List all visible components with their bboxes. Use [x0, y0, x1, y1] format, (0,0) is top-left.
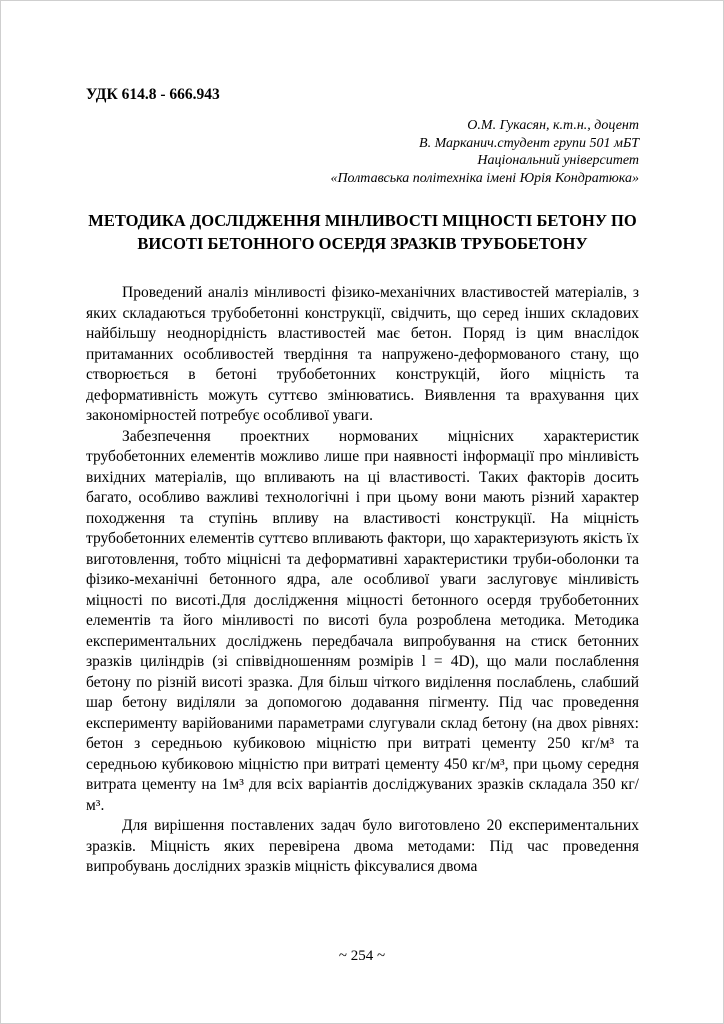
affiliation-line: «Полтавська політехніка імені Юрія Кондратюка» [330, 170, 639, 186]
page-title: МЕТОДИКА ДОСЛІДЖЕННЯ МІНЛИВОСТІ МІЦНОСТІ БЕТОНУ ПО ВИСОТІ БЕТОННОГО ОСЕРДЯ ЗРАЗКІВ ТРУБОБЕТОНУ [88, 211, 637, 253]
body-paragraph: Забезпечення проектних нормованих міцнісних характеристик трубобетонних елементів можливо лише при наявності інформації про мінливість вихідних матеріалів, що впливають на ці властивості. Таких факторів досить багато, особливо важливі технологічні і при цьому вони мають різний характер походження та ступінь впливу на властивості конструкції. На міцність трубобетонних елементів суттєво впливають фактори, що характеризують якість їх виготовлення, тобто міцнісні та деформативні характеристики труби-оболонки та фізико-механічні бетонного ядра, але особливої уваги заслуговує мінливість міцності по висоті.Для дослідження міцності бетонного осердя трубобетонних елементів та його мінливості по висоті була розроблена методика. Методика експериментальних досліджень передбачала випробування на стиск бетонних зразків циліндрів (зі співвідношенням розмірів l = 4D), що мали послаблення бетону по різній висоті зразка. Для більш чіткого виділення послаблень, слабший шар бетону виділяли за допомогою додавання пігменту. Під час проведення експерименту варійованими параметрами слугували склад бетону (на двох рівнях: бетон з середньою кубиковою міцністю при витраті цементу 250 кг/м³ та середньою кубиковою міцністю при витраті цементу 450 кг/м³, при цьому середня витрата цементу на 1м³ для всіх варіантів досліджуваних зразків складала 350 кг/м³. [86, 427, 639, 814]
affiliation-line: Національний університет [477, 153, 639, 168]
author-line: О.М. Гукасян, к.т.н., доцент [467, 118, 639, 133]
body-paragraph: Проведений аналіз мінливості фізико-механічних властивостей матеріалів, з яких складаються трубобетонні конструкції, свідчить, що серед інших складових найбільшу неоднорідність властивостей має бетон. Поряд із цим внаслідок притаманних особливостей твердіння та напружено-деформованого стану, що створюється в бетоні трубобетонних конструкцій, його міцність та деформативність можуть суттєво змінюватись. Виявлення та врахування цих закономірностей потребує особливої уваги. [86, 284, 639, 424]
udc-code: УДК 614.8 - 666.943 [86, 86, 220, 103]
author-block [86, 117, 639, 187]
body-paragraph: Для вирішення поставлених задач було виготовлено 20 експериментальних зразків. Міцність яких перевірена двома методами: Під час проведення випробувань дослідних зразків міцність фіксувалися двома [86, 817, 639, 875]
article-body [86, 283, 639, 878]
page-number: ~ 254 ~ [338, 948, 386, 964]
author-line: В. Марканич.студент групи 501 мБТ [419, 135, 639, 151]
